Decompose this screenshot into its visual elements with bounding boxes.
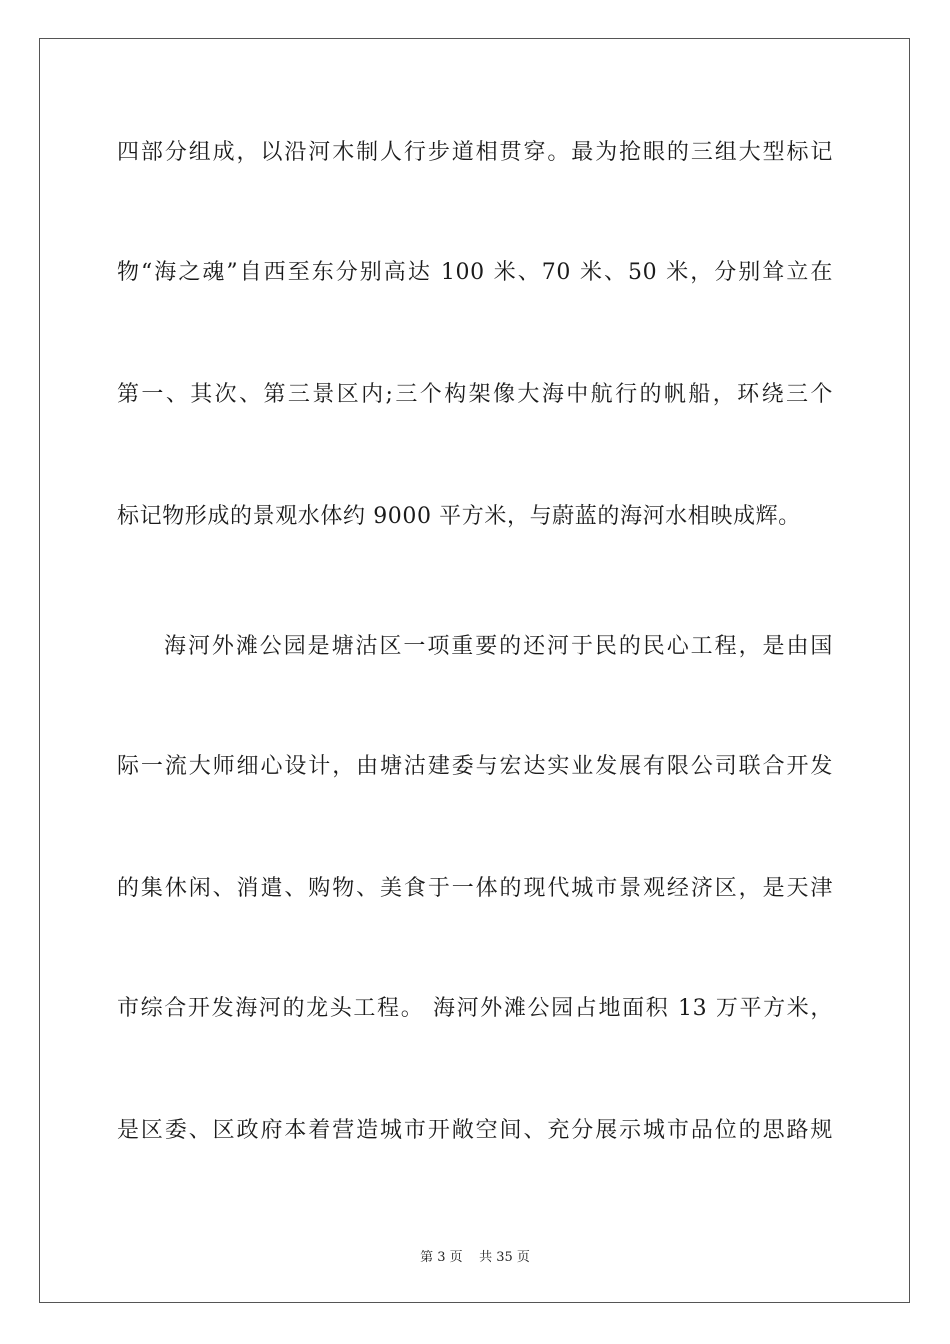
text-line-9: 是区委、区政府本着营造城市开敞空间、充分展示城市品位的思路规: [117, 1118, 833, 1143]
text-line-2: 物“海之魂”自西至东分别高达 100 米、70 米、50 米，分别耸立在: [117, 260, 833, 285]
text-line-1: 四部分组成，以沿河木制人行步道相贯穿。最为抢眼的三组大型标记: [117, 140, 833, 165]
text-line-4: 标记物形成的景观水体约 9000 平方米，与蔚蓝的海河水相映成辉。: [117, 504, 801, 529]
text-line-7: 的集休闲、消遣、购物、美食于一体的现代城市景观经济区，是天津: [117, 876, 833, 901]
text-line-5: 海河外滩公园是塘沽区一项重要的还河于民的民心工程，是由国: [164, 634, 833, 659]
text-line-3: 第一、其次、第三景区内;三个构架像大海中航行的帆船，环绕三个: [117, 382, 833, 407]
text-line-8: 市综合开发海河的龙头工程。 海河外滩公园占地面积 13 万平方米，: [117, 996, 833, 1021]
text-line-6: 际一流大师细心设计，由塘沽建委与宏达实业发展有限公司联合开发: [117, 754, 833, 779]
page-number-footer: 第 3 页 共 35 页: [420, 1250, 530, 1265]
